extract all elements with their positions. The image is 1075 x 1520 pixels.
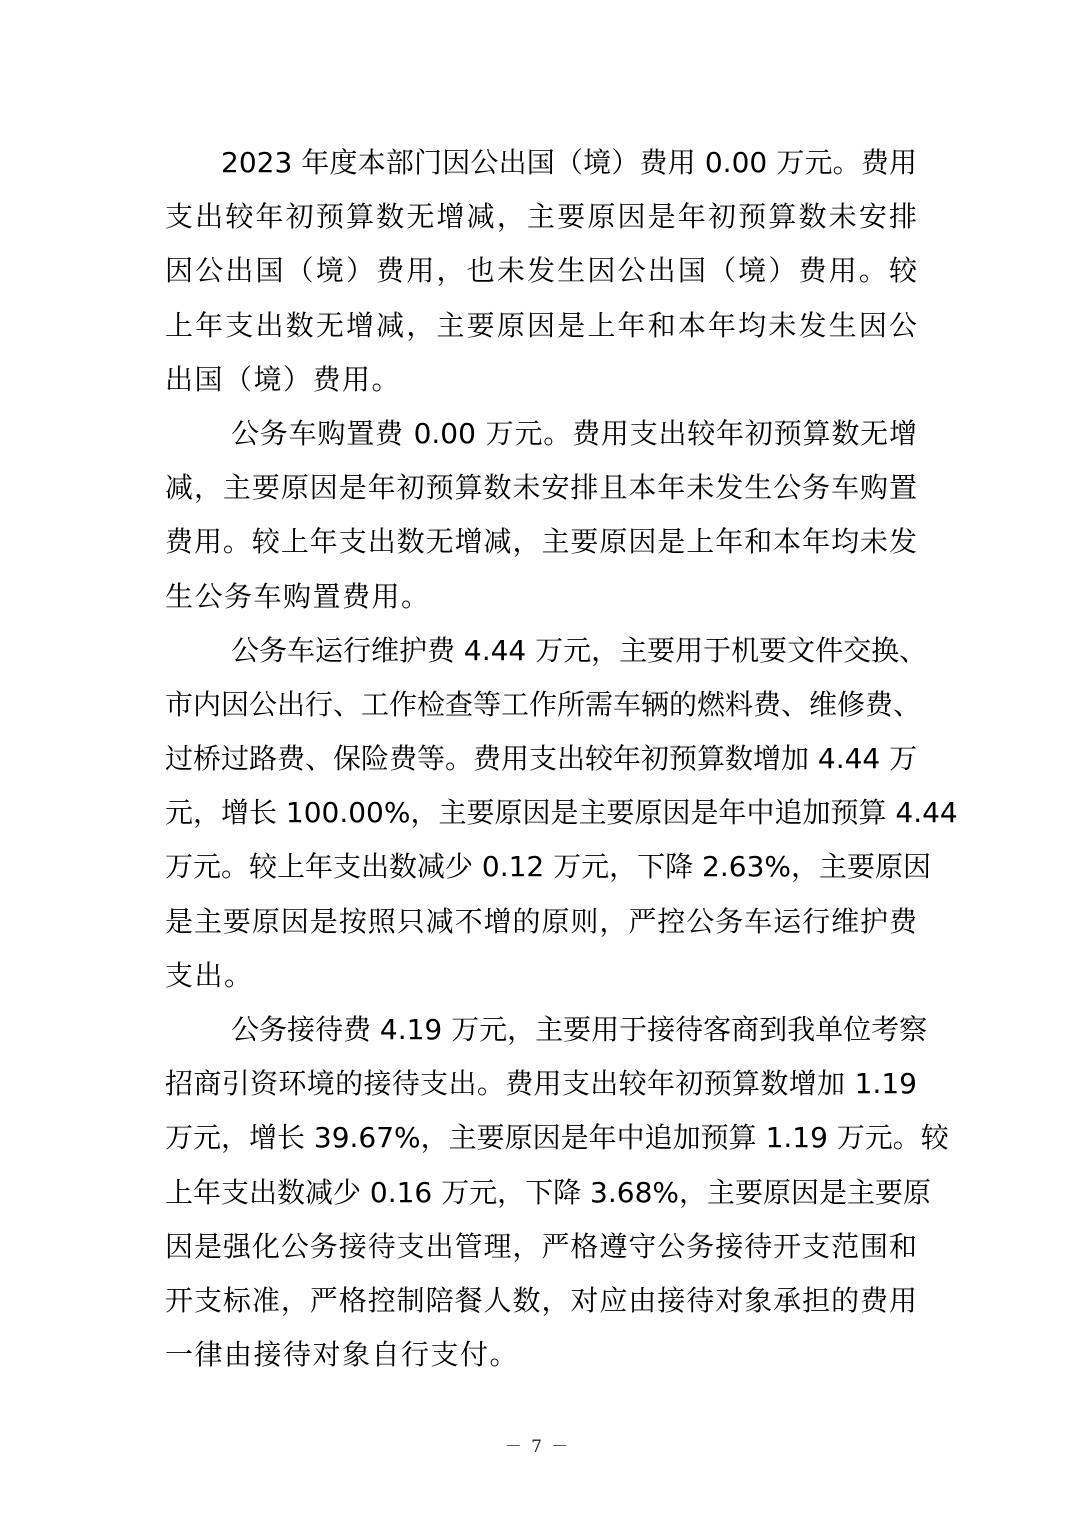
paragraph-overseas-travel-expense bbox=[165, 136, 917, 407]
text-line: 一律由接待对象自行支付。 bbox=[165, 1338, 520, 1372]
text-line: 上年支出数减少 0.16 万元，下降 3.68%，主要原因是主要原 bbox=[165, 1175, 931, 1209]
text-line: 生公务车购置费用。 bbox=[165, 579, 431, 613]
text-line: 过桥过路费、保险费等。费用支出较年初预算数增加 4.44 万 bbox=[165, 742, 918, 776]
text-line: 因公出国（境）费用，也未发生因公出国（境）费用。较 bbox=[165, 254, 917, 288]
text-line: 支出。 bbox=[165, 958, 254, 992]
text-line: 公务车运行维护费 4.44 万元，主要用于机要文件交换、 bbox=[231, 633, 928, 667]
text-line: 因是强化公务接待支出管理，严格遵守公务接待开支范围和 bbox=[165, 1229, 917, 1263]
text-line: 开支标准，严格控制陪餐人数，对应由接待对象承担的费用 bbox=[165, 1283, 917, 1317]
text-line: 减，主要原因是年初预算数未安排且本年未发生公务车购置 bbox=[165, 471, 917, 505]
paragraph-vehicle-purchase-expense bbox=[165, 407, 917, 624]
text-line: 万元。较上年支出数减少 0.12 万元，下降 2.63%，主要原因 bbox=[165, 850, 931, 884]
body-text bbox=[165, 136, 958, 1382]
text-line: 支出较年初预算数无增减，主要原因是年初预算数未安排 bbox=[165, 200, 917, 234]
text-line: 出国（境）费用。 bbox=[165, 362, 402, 396]
paragraph-vehicle-maintenance-expense bbox=[165, 624, 958, 1003]
text-line: 公务车购置费 0.00 万元。费用支出较年初预算数无增 bbox=[231, 416, 917, 450]
text-line: 招商引资环境的接待支出。费用支出较年初预算数增加 1.19 bbox=[165, 1067, 917, 1101]
text-line: 元，增长 100.00%，主要原因是主要原因是年中追加预算 4.44 bbox=[165, 796, 958, 830]
text-line: 是主要原因是按照只减不增的原则，严控公务车运行维护费 bbox=[165, 904, 917, 938]
text-line: 万元，增长 39.67%，主要原因是年中追加预算 1.19 万元。较 bbox=[165, 1121, 949, 1155]
text-line: 上年支出数无增减，主要原因是上年和本年均未发生因公 bbox=[165, 308, 917, 342]
page-number: － 7 － bbox=[504, 1437, 571, 1457]
text-line: 费用。较上年支出数无增减，主要原因是上年和本年均未发 bbox=[165, 525, 917, 559]
text-line: 2023 年度本部门因公出国（境）费用 0.00 万元。费用 bbox=[221, 146, 917, 179]
text-line: 公务接待费 4.19 万元，主要用于接待客商到我单位考察 bbox=[231, 1013, 928, 1046]
paragraph-reception-expense bbox=[165, 1003, 949, 1382]
text-line: 市内因公出行、工作检查等工作所需车辆的燃料费、维修费、 bbox=[165, 687, 922, 721]
